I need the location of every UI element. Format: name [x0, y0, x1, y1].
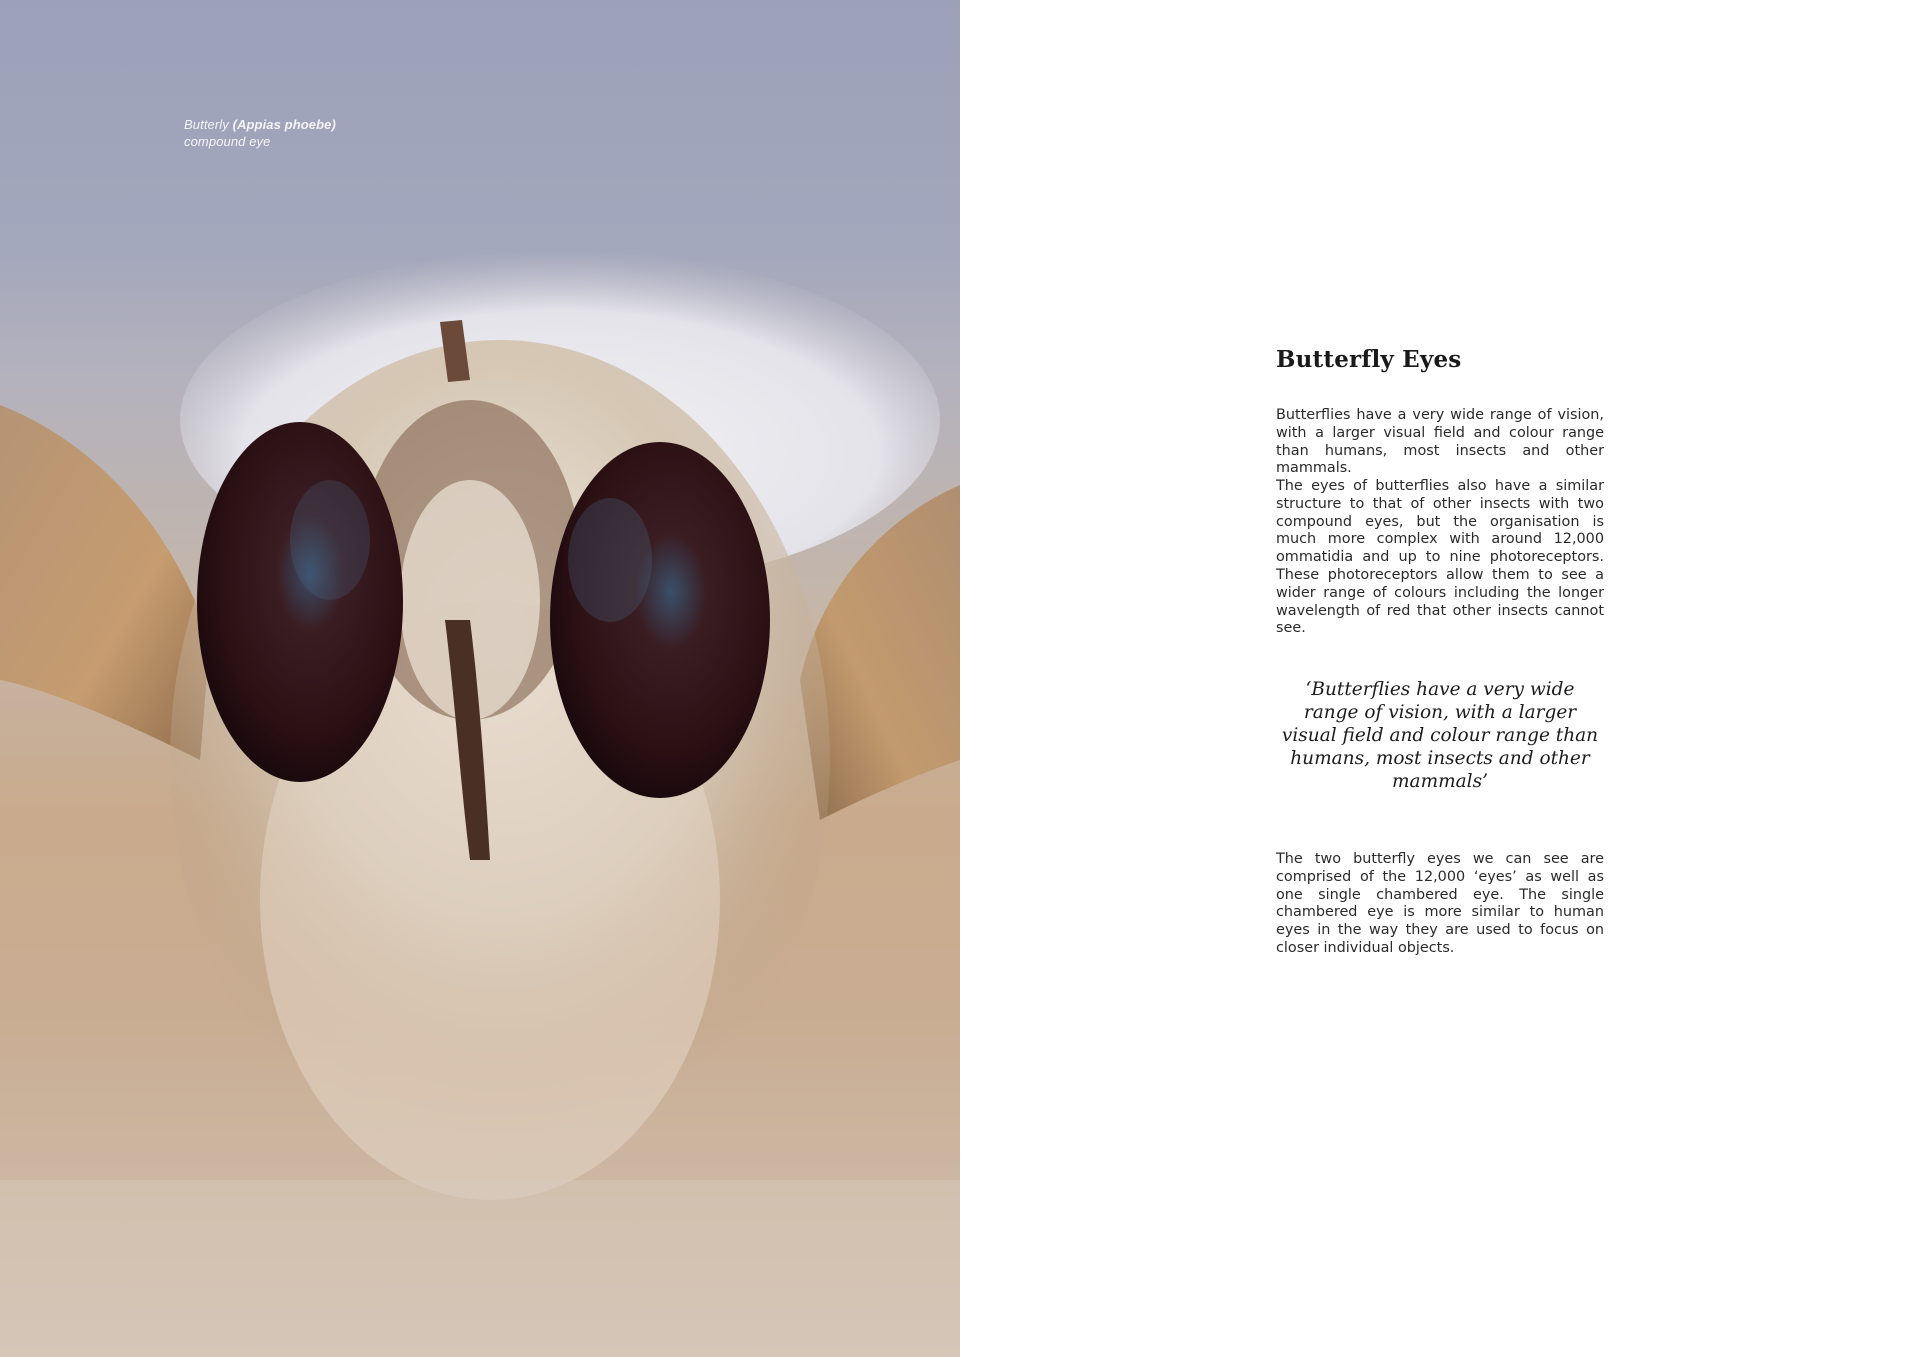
caption-prefix: Butterly	[184, 117, 229, 132]
article-page	[960, 0, 1920, 1357]
article-paragraph-3: The two butterfly eyes we can see are comprised of the 12,000 ‘eyes’ as well as one single chambered eye. The single chambered eye is more similar to human eyes in the way they are used to focus on closer individual objects.	[1276, 851, 1604, 956]
article-paragraph-2: The eyes of butterflies also have a similar structure to that of other insects with two compound eyes, but the organisation is much more complex with around 12,000 ommatidia and up to nine photoreceptors. These photoreceptors allow them to see a wider range of colours including the longer wavelength of red that other insects cannot see.	[1276, 478, 1604, 637]
pull-quote: ‘Butterflies have a very wide range of vision, with a larger visual field and colour range than humans, most insects and other mammals’	[1281, 679, 1599, 792]
photo-caption	[184, 116, 336, 150]
caption-species: (Appias phoebe)	[232, 117, 336, 132]
article-paragraph-1: Butterflies have a very wide range of vision, with a larger visual field and colour range than humans, most insects and other mammals.	[1276, 407, 1604, 477]
right-compound-eye	[550, 442, 770, 798]
article-title: Butterfly Eyes	[1276, 346, 1462, 373]
left-compound-eye	[197, 422, 403, 782]
caption-line-2: compound eye	[184, 134, 271, 149]
